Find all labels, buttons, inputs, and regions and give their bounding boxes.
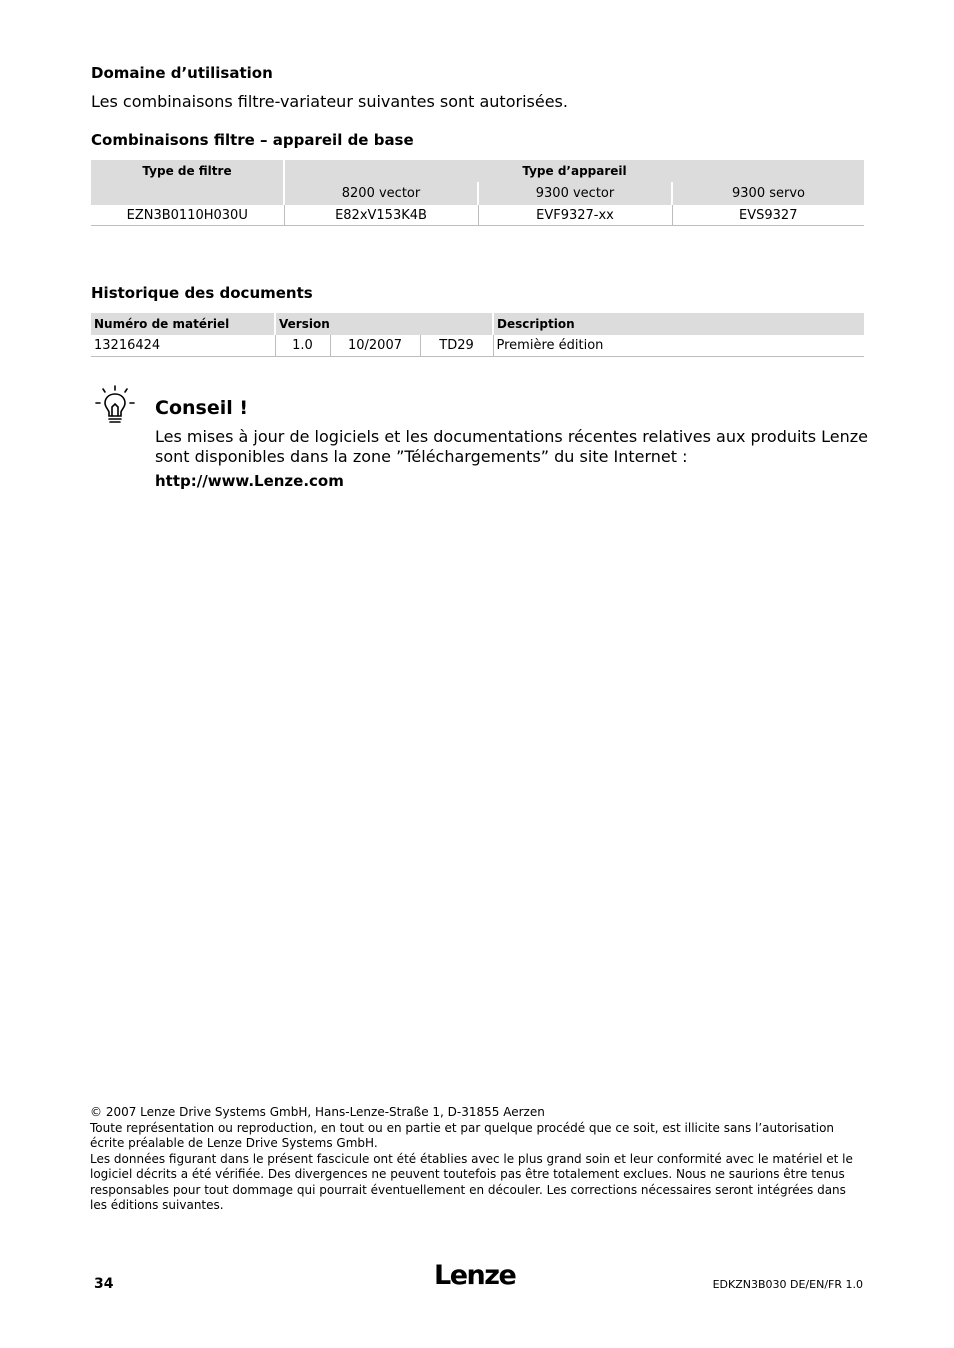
cell-date: 10/2007 [330,335,420,357]
copyright-line: © 2007 Lenze Drive Systems GmbH, Hans-Lenze-Straße 1, D-31855 Aerzen [90,1105,545,1119]
header-material: Numéro de matériel [91,313,275,335]
table-row [91,335,864,357]
document-reference: EDKZN3B030 DE/EN/FR 1.0 [712,1278,863,1291]
cell-filter: EZN3B0110H030U [91,205,284,226]
legal-paragraph-disclaimer: Les données figurant dans le présent fascicule ont été établies avec le plus grand soin et leur conformité avec le matériel et le logiciel décrits a été vérifiée. Des divergences ne peuvent toutefois pas être totalement exclues. Nous ne saurions être tenus responsables pour tout dommage qui pourrait éventuellement en découler. Les corrections nécessaires seront intégrées dans les éditions suivantes. [90,1151,853,1212]
tip-text-line2: sont disponibles dans la zone ”Téléchargements” du site Internet : [155,447,688,466]
lenze-website-link[interactable]: http://www.Lenze.com [155,472,344,490]
section-heading-combinations: Combinaisons filtre – appareil de base [91,131,414,149]
cell-material: 13216424 [91,335,275,357]
lightbulb-icon [94,385,136,427]
subheader-9300-vector: 9300 vector [478,182,672,205]
filter-combination-table [91,160,864,226]
document-history-table [91,313,864,357]
subheader-8200-vector: 8200 vector [284,182,478,205]
filter-type-header: Type de filtre [91,160,284,205]
lenze-logo: Lenze [434,1260,516,1291]
cell-version: 1.0 [275,335,330,357]
subheader-9300-servo: 9300 servo [732,186,805,201]
header-version: Version [275,313,493,335]
usage-text: Les combinaisons filtre-variateur suivantes sont autorisées. [91,92,568,111]
header-description: Description [493,313,864,335]
table-row [91,205,864,226]
cell-8200-vector: E82xV153K4B [284,205,478,226]
legal-paragraph-reproduction: Toute représentation ou reproduction, en tout ou en partie et par quelque procédé que ce soit, est illicite sans l’autorisation écrite préalable de Lenze Drive Systems GmbH. [90,1120,835,1150]
cell-description: Première édition [493,335,864,357]
section-heading-history: Historique des documents [91,284,313,302]
section-heading-usage: Domaine d’utilisation [91,64,273,82]
tip-title: Conseil ! [155,397,249,419]
page-number: 34 [94,1276,114,1292]
cell-code: TD29 [420,335,493,357]
cell-9300-servo: EVS9327 [672,205,864,226]
legal-notice [90,1105,860,1214]
cell-9300-vector: EVF9327-xx [478,205,672,226]
tip-text-line1: Les mises à jour de logiciels et les documentations récentes relatives aux produits Lenze [155,427,868,446]
device-type-header: Type d’appareil [522,164,627,178]
